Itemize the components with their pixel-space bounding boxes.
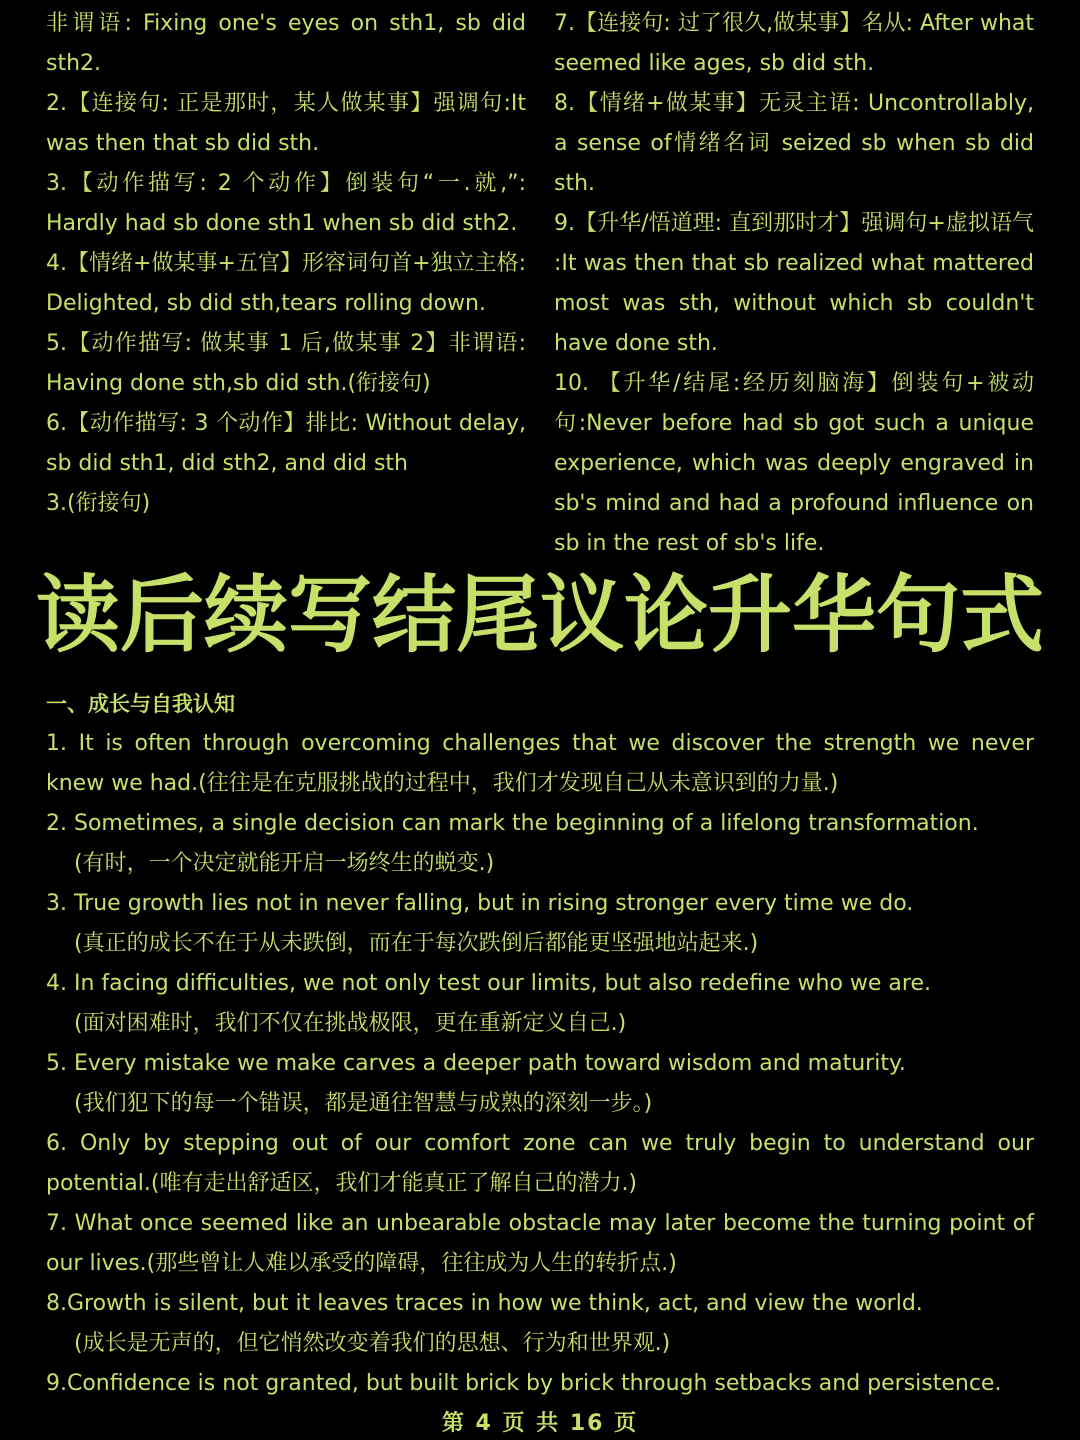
list-item <box>46 1044 1034 1124</box>
sentence-text: 9.Confidence is not granted, but built brick by brick through setbacks and persistence. <box>46 1371 1002 1396</box>
growth-section <box>46 684 1034 1404</box>
left-column-entry: 5.【动作描写: 做某事 1 后,做某事 2】非谓语: Having done sth,sb did sth.(衔接句) <box>46 331 526 396</box>
section-heading: 一、成长与自我认知 <box>46 692 235 716</box>
left-column-entry: 2.【连接句: 正是那时，某人做某事】强调句:It was then that sb did sth. <box>46 91 526 156</box>
list-item <box>46 804 1034 884</box>
sentence-text: 6. Only by stepping out of our comfort zone can we truly begin to understand our potential.(唯有走出舒适区，我们才能真正了解自己的潜力.) <box>46 1131 1034 1196</box>
list-item <box>46 1204 1034 1284</box>
right-column <box>554 4 1034 564</box>
sentence-translation: (真正的成长不在于从未跌倒，而在于每次跌倒后都能更坚强地站起来.) <box>74 931 759 956</box>
right-column-entry: 8.【情绪+做某事】无灵主语: Uncontrollably, a sense of情绪名词 seized sb when sb did sth. <box>554 91 1034 196</box>
list-item <box>46 724 1034 804</box>
left-column-entry: 3.【动作描写: 2 个动作】倒装句“一.就,”: Hardly had sb done sth1 when sb did sth2. <box>46 171 526 236</box>
left-column-entry: 非谓语: Fixing one's eyes on sth1, sb did sth2. <box>46 11 526 76</box>
sentence-list <box>46 724 1034 1404</box>
page-headline: 读后续写结尾议论升华句式 <box>35 566 1044 664</box>
sentence-text: 4. In facing difficulties, we not only test our limits, but also redefine who we are. <box>46 971 932 996</box>
sentence-text: 8.Growth is silent, but it leaves traces in how we think, act, and view the world. <box>46 1291 923 1316</box>
page-footer: 第 4 页 共 16 页 <box>441 1411 639 1436</box>
sentence-text: 3. True growth lies not in never falling, but in rising stronger every time we do. <box>46 891 914 916</box>
list-item <box>46 964 1034 1044</box>
top-columns <box>46 4 1034 564</box>
right-column-entry: 7.【连接句: 过了很久,做某事】名从: After what seemed like ages, sb did sth. <box>554 11 1034 76</box>
sentence-text: 5. Every mistake we make carves a deeper path toward wisdom and maturity. <box>46 1051 906 1076</box>
left-column-entry: 6.【动作描写: 3 个动作】排比: Without delay, sb did sth1, did sth2, and did sth <box>46 411 526 476</box>
list-item <box>46 1364 1034 1404</box>
sentence-text: 2. Sometimes, a single decision can mark the beginning of a lifelong transformation. <box>46 811 979 836</box>
sentence-translation: (有时，一个决定就能开启一场终生的蜕变.) <box>74 851 495 876</box>
sentence-translation: (我们犯下的每一个错误，都是通往智慧与成熟的深刻一步。) <box>74 1091 653 1116</box>
sentence-text: 7. What once seemed like an unbearable obstacle may later become the turning point of our lives.(那些曾让人难以承受的障碍，往往成为人生的转折点.) <box>46 1211 1034 1276</box>
right-column-entry: 9.【升华/悟道理: 直到那时才】强调句+虚拟语气 :It was then that sb realized what mattered most was sth, without which sb couldn't have done sth. <box>554 211 1034 356</box>
list-item <box>46 1284 1034 1364</box>
list-item <box>46 884 1034 964</box>
right-column-entry: 10. 【升华/结尾:经历刻脑海】倒装句+被动句:Never before had sb got such a unique experience, which was deeply engraved in sb's mind and had a profound influence on sb in the rest of sb's life. <box>554 371 1034 556</box>
left-column <box>46 4 526 564</box>
sentence-text: 1. It is often through overcoming challenges that we discover the strength we never knew we had.(往往是在克服挑战的过程中，我们才发现自己从未意识到的力量.) <box>46 731 1034 796</box>
sentence-translation: (成长是无声的，但它悄然改变着我们的思想、行为和世界观.) <box>74 1331 671 1356</box>
left-column-entry: 3.(衔接句) <box>46 491 151 516</box>
left-column-entry: 4.【情绪+做某事+五官】形容词句首+独立主格: Delighted, sb did sth,tears rolling down. <box>46 251 526 316</box>
sentence-translation: (面对困难时，我们不仅在挑战极限，更在重新定义自己.) <box>74 1011 627 1036</box>
list-item <box>46 1124 1034 1204</box>
